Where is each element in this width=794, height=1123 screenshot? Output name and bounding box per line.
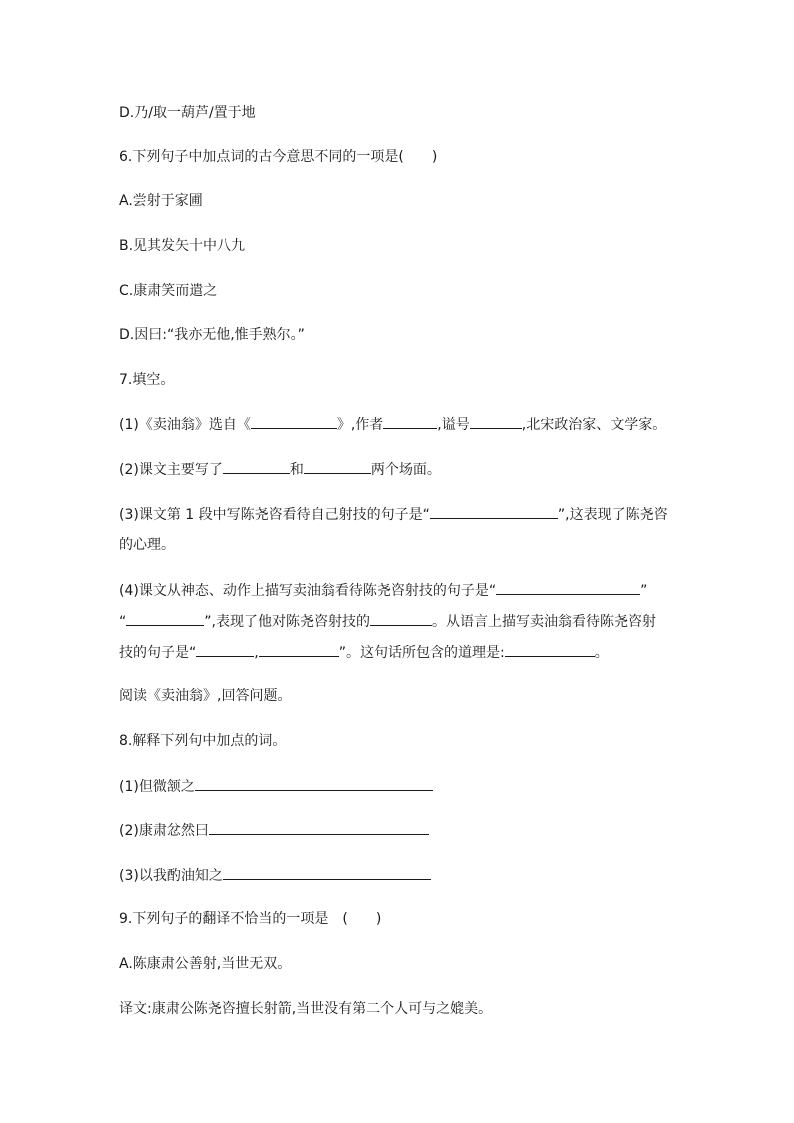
answer-blank[interactable]	[251, 414, 337, 429]
q7-part3-line2: 的心理。	[119, 537, 175, 553]
answer-blank[interactable]	[223, 459, 290, 474]
q7-part4-line2	[119, 611, 656, 631]
q7-4-text-g: ,	[254, 645, 259, 661]
q7-2-text-b: 和	[289, 462, 304, 478]
q7-4-text-f: 技的句子是“	[119, 645, 197, 661]
answer-blank[interactable]	[304, 459, 371, 474]
answer-blank[interactable]	[496, 580, 640, 595]
q8-stem: 8.解释下列句中加点的词。	[119, 733, 287, 749]
answer-blank[interactable]	[259, 642, 339, 657]
q7-4-text-a: (4)课文从神态、动作上描写卖油翁看待陈尧咨射技的句子是“	[119, 583, 497, 599]
q6-option-b: B.见其发矢十中八九	[119, 238, 246, 254]
q7-4-text-b: ”	[640, 583, 648, 599]
q9-option-a-translation: 译文:康肃公陈尧咨擅长射箭,当世没有第二个人可与之媲美。	[119, 1001, 493, 1017]
q7-2-text-c: 两个场面。	[370, 462, 441, 478]
answer-blank[interactable]	[370, 611, 432, 626]
answer-blank[interactable]	[470, 414, 522, 429]
q8-item1	[119, 776, 433, 796]
q6-option-d: D.因曰:“我亦无他,惟手熟尔。”	[119, 327, 305, 343]
answer-blank[interactable]	[196, 642, 254, 657]
q7-part4-line3	[119, 642, 609, 662]
q8-item3	[119, 865, 431, 885]
q7-part2	[119, 459, 441, 479]
q7-part4-line1	[119, 580, 647, 600]
q7-1-text-c: ,谥号	[437, 417, 470, 433]
answer-blank[interactable]	[505, 642, 595, 657]
reading-instruction: 阅读《卖油翁》,回答问题。	[119, 688, 292, 704]
q6-option-a: A.尝射于家圃	[119, 193, 203, 209]
q7-4-text-d: ”,表现了他对陈尧咨射技的	[204, 614, 370, 630]
answer-blank[interactable]	[223, 865, 431, 880]
q7-3-text-a: (3)课文第 1 段中写陈尧咨看待自己射技的句子是“	[119, 507, 430, 523]
q6-option-c: C.康肃笑而遣之	[119, 283, 218, 299]
answer-blank[interactable]	[209, 820, 429, 835]
q5-option-d: D.乃/取一葫芦/置于地	[119, 105, 256, 121]
answer-blank[interactable]	[430, 504, 558, 519]
q8-item2	[119, 820, 429, 840]
q8-2-text: (2)康肃忿然曰	[119, 823, 209, 839]
q7-4-text-e: 。从语言上描写卖油翁看待陈尧咨射	[431, 614, 656, 630]
q9-stem: 9.下列句子的翻译不恰当的一项是 ( )	[119, 911, 382, 927]
q7-4-text-i: 。	[594, 645, 609, 661]
q7-3-text-b: ”,这表现了陈尧咨	[557, 507, 668, 523]
q7-stem: 7.填空。	[119, 372, 175, 388]
answer-blank[interactable]	[126, 611, 204, 626]
q7-1-text-d: ,北宋政治家、文学家。	[521, 417, 667, 433]
q7-4-text-c: “	[119, 614, 127, 630]
q7-part1	[119, 414, 666, 434]
q7-2-text-a: (2)课文主要写了	[119, 462, 223, 478]
q7-part3-line1	[119, 504, 668, 524]
q7-1-text-a: (1)《卖油翁》选自《	[119, 417, 251, 433]
answer-blank[interactable]	[195, 776, 433, 791]
q9-option-a: A.陈康肃公善射,当世无双。	[119, 956, 292, 972]
q8-3-text: (3)以我酌油知之	[119, 868, 223, 884]
q7-4-text-h: ”。这句话所包含的道理是:	[338, 645, 505, 661]
answer-blank[interactable]	[383, 414, 437, 429]
q7-1-text-b: 》,作者	[336, 417, 384, 433]
q8-1-text: (1)但微颔之	[119, 779, 195, 795]
q6-stem: 6.下列句子中加点词的古今意思不同的一项是( )	[119, 149, 438, 165]
